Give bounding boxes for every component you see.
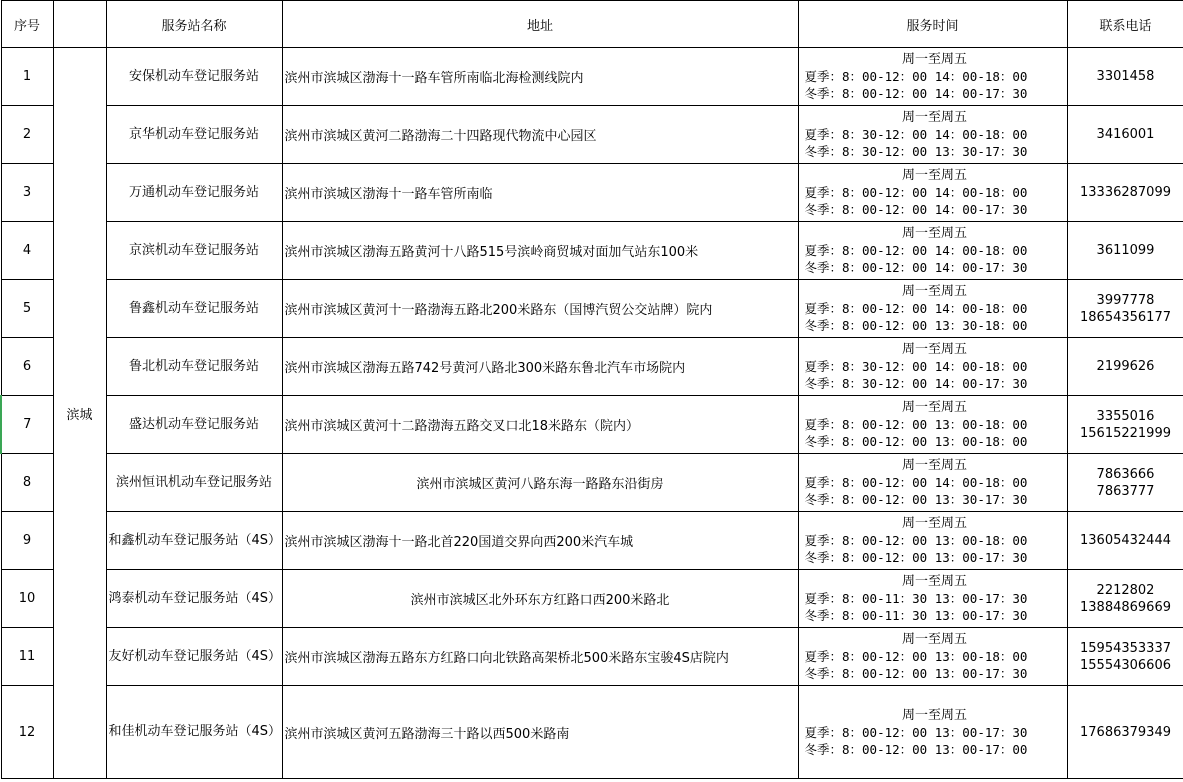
hours-summer: 夏季：8：00-12：00 14：00-18：00 xyxy=(804,69,1028,84)
cell-name[interactable]: 鸿泰机动车登记服务站（4S） xyxy=(106,570,282,628)
header-address[interactable]: 地址 xyxy=(282,1,798,48)
cell-address[interactable]: 滨州市滨城区黄河十一路渤海五路北200米路东（国博汽贸公交站牌）院内 xyxy=(282,280,798,338)
phone-2: 15554306606 xyxy=(1080,657,1171,673)
table-row xyxy=(1,396,1183,454)
cell-phone[interactable] xyxy=(1067,222,1183,280)
hours-summer: 夏季：8：00-12：00 14：00-18：00 xyxy=(804,243,1028,258)
hours-winter: 冬季：8：00-12：00 13：30-18：00 xyxy=(804,318,1028,333)
cell-no[interactable]: 5 xyxy=(1,280,53,338)
cell-name[interactable]: 滨州恒讯机动车登记服务站 xyxy=(106,454,282,512)
cell-name[interactable]: 和鑫机动车登记服务站（4S） xyxy=(106,512,282,570)
cell-hours[interactable] xyxy=(798,396,1067,454)
cell-no[interactable]: 2 xyxy=(1,106,53,164)
hours-summer: 夏季：8：30-12：00 14：00-18：00 xyxy=(804,359,1028,374)
hours-title: 周一至周五 xyxy=(901,110,967,125)
cell-no[interactable]: 1 xyxy=(1,48,53,106)
phone-1: 13605432444 xyxy=(1080,533,1171,548)
table-row xyxy=(1,164,1183,222)
hours-title: 周一至周五 xyxy=(901,574,967,589)
cell-hours[interactable] xyxy=(798,280,1067,338)
cell-address[interactable]: 滨州市滨城区渤海五路黄河十八路515号滨岭商贸城对面加气站东100米 xyxy=(282,222,798,280)
cell-name[interactable]: 盛达机动车登记服务站 xyxy=(106,396,282,454)
hours-title: 周一至周五 xyxy=(901,168,967,183)
cell-phone[interactable] xyxy=(1067,48,1183,106)
hours-summer: 夏季：8：30-12：00 14：00-18：00 xyxy=(804,127,1028,142)
phone-1: 3355016 xyxy=(1096,408,1155,424)
phone-2: 13884869669 xyxy=(1080,599,1171,615)
hours-summer: 夏季：8：00-12：00 13：00-18：00 xyxy=(804,417,1028,432)
table-row xyxy=(1,570,1183,628)
hours-title: 周一至周五 xyxy=(901,284,967,299)
table-row xyxy=(1,454,1183,512)
hours-title: 周一至周五 xyxy=(901,400,967,415)
table-row xyxy=(1,222,1183,280)
hours-summer: 夏季：8：00-12：00 13：00-17：30 xyxy=(804,724,1028,740)
cell-name[interactable]: 鲁北机动车登记服务站 xyxy=(106,338,282,396)
hours-winter: 冬季：8：00-12：00 14：00-17：30 xyxy=(804,202,1028,217)
table-row xyxy=(1,512,1183,570)
phone-1: 17686379349 xyxy=(1080,724,1171,740)
header-row xyxy=(1,1,1183,48)
cell-address[interactable]: 滨州市滨城区黄河五路渤海三十路以西500米路南 xyxy=(282,686,798,779)
hours-title: 周一至周五 xyxy=(901,458,967,473)
cell-address[interactable]: 滨州市滨城区渤海十一路北首220国道交界向西200米汽车城 xyxy=(282,512,798,570)
hours-summer: 夏季：8：00-12：00 14：00-18：00 xyxy=(804,301,1028,316)
cell-phone[interactable] xyxy=(1067,396,1183,454)
cell-no[interactable]: 12 xyxy=(1,686,53,779)
cell-address[interactable]: 滨州市滨城区渤海十一路车管所南临 xyxy=(282,164,798,222)
cell-no[interactable]: 7 xyxy=(1,396,53,454)
phone-1: 2212802 xyxy=(1096,582,1155,598)
phone-1: 3416001 xyxy=(1096,127,1155,142)
cell-name[interactable]: 安保机动车登记服务站 xyxy=(106,48,282,106)
cell-name[interactable]: 和佳机动车登记服务站（4S） xyxy=(106,686,282,779)
cell-no[interactable]: 8 xyxy=(1,454,53,512)
cell-phone[interactable] xyxy=(1067,454,1183,512)
cell-no[interactable]: 6 xyxy=(1,338,53,396)
phone-1: 3997778 xyxy=(1096,292,1155,308)
cell-phone[interactable] xyxy=(1067,570,1183,628)
cell-phone[interactable] xyxy=(1067,686,1183,779)
phone-1: 3301458 xyxy=(1096,69,1155,84)
hours-winter: 冬季：8：00-12：00 13：00-18：00 xyxy=(804,434,1028,449)
hours-winter: 冬季：8：30-12：00 14：00-17：30 xyxy=(804,376,1028,391)
hours-summer: 夏季：8：00-12：00 13：00-18：00 xyxy=(804,649,1028,664)
cell-address[interactable]: 滨州市滨城区黄河八路东海一路路东沿街房 xyxy=(282,454,798,512)
phone-1: 3611099 xyxy=(1096,243,1155,258)
cell-phone[interactable] xyxy=(1067,338,1183,396)
cell-hours[interactable] xyxy=(798,570,1067,628)
cell-address[interactable]: 滨州市滨城区黄河二路渤海二十四路现代物流中心园区 xyxy=(282,106,798,164)
cell-name[interactable]: 万通机动车登记服务站 xyxy=(106,164,282,222)
phone-1: 15954353337 xyxy=(1080,640,1171,656)
hours-title: 周一至周五 xyxy=(901,516,967,531)
hours-title: 周一至周五 xyxy=(901,342,967,357)
hours-winter: 冬季：8：30-12：00 13：30-17：30 xyxy=(804,144,1028,159)
cell-no[interactable]: 9 xyxy=(1,512,53,570)
hours-summer: 夏季：8：00-12：00 13：00-18：00 xyxy=(804,533,1028,548)
hours-title: 周一至周五 xyxy=(901,632,967,647)
table-row xyxy=(1,48,1183,106)
hours-title: 周一至周五 xyxy=(901,226,967,241)
cell-hours[interactable] xyxy=(798,454,1067,512)
hours-summer: 夏季：8：00-11：30 13：00-17：30 xyxy=(804,591,1028,606)
header-hours[interactable]: 服务时间 xyxy=(798,1,1067,48)
cell-name[interactable]: 京华机动车登记服务站 xyxy=(106,106,282,164)
cell-address[interactable]: 滨州市滨城区渤海十一路车管所南临北海检测线院内 xyxy=(282,48,798,106)
table-row xyxy=(1,280,1183,338)
cell-phone[interactable] xyxy=(1067,512,1183,570)
cell-hours[interactable] xyxy=(798,686,1067,779)
phone-2: 18654356177 xyxy=(1080,309,1171,325)
cell-address[interactable]: 滨州市滨城区北外环东方红路口西200米路北 xyxy=(282,570,798,628)
hours-summer: 夏季：8：00-12：00 14：00-18：00 xyxy=(804,185,1028,200)
cell-hours[interactable] xyxy=(798,222,1067,280)
phone-2: 15615221999 xyxy=(1080,425,1171,441)
header-phone[interactable]: 联系电话 xyxy=(1067,1,1183,48)
hours-winter: 冬季：8：00-12：00 13：30-17：30 xyxy=(804,492,1028,507)
table-row xyxy=(1,338,1183,396)
cell-hours[interactable] xyxy=(798,628,1067,686)
hours-winter: 冬季：8：00-11：30 13：00-17：30 xyxy=(804,608,1028,623)
cell-name[interactable]: 鲁鑫机动车登记服务站 xyxy=(106,280,282,338)
cell-no[interactable]: 10 xyxy=(1,570,53,628)
phone-1: 7863666 xyxy=(1096,466,1155,482)
hours-summer: 夏季：8：00-12：00 14：00-18：00 xyxy=(804,475,1028,490)
cell-name[interactable]: 京滨机动车登记服务站 xyxy=(106,222,282,280)
cell-no[interactable]: 3 xyxy=(1,164,53,222)
hours-winter: 冬季：8：00-12：00 13：00-17：30 xyxy=(804,550,1028,565)
cell-address[interactable]: 滨州市滨城区黄河十二路渤海五路交叉口北18米路东（院内） xyxy=(282,396,798,454)
phone-1: 13336287099 xyxy=(1080,185,1171,200)
phone-2: 7863777 xyxy=(1096,483,1155,499)
cell-address[interactable]: 滨州市滨城区渤海五路742号黄河八路北300米路东鲁北汽车市场院内 xyxy=(282,338,798,396)
hours-title: 周一至周五 xyxy=(901,707,967,723)
header-no[interactable]: 序号 xyxy=(1,1,53,48)
hours-winter: 冬季：8：00-12：00 14：00-17：30 xyxy=(804,86,1028,101)
phone-1: 2199626 xyxy=(1096,359,1155,374)
cell-no[interactable]: 4 xyxy=(1,222,53,280)
cell-hours[interactable] xyxy=(798,106,1067,164)
cell-hours[interactable] xyxy=(798,338,1067,396)
cell-hours[interactable] xyxy=(798,164,1067,222)
cell-phone[interactable] xyxy=(1067,164,1183,222)
header-city[interactable] xyxy=(53,1,106,48)
header-name[interactable]: 服务站名称 xyxy=(106,1,282,48)
table-row xyxy=(1,106,1183,164)
cell-city[interactable]: 滨城 xyxy=(53,48,106,779)
cell-hours[interactable] xyxy=(798,512,1067,570)
table-row xyxy=(1,628,1183,686)
cell-phone[interactable] xyxy=(1067,106,1183,164)
cell-phone[interactable] xyxy=(1067,628,1183,686)
hours-winter: 冬季：8：00-12：00 13：00-17：00 xyxy=(804,741,1028,757)
cell-address[interactable]: 滨州市滨城区渤海五路东方红路口向北铁路高架桥北500米路东宝骏4S店院内 xyxy=(282,628,798,686)
cell-hours[interactable] xyxy=(798,48,1067,106)
hours-winter: 冬季：8：00-12：00 14：00-17：30 xyxy=(804,260,1028,275)
hours-winter: 冬季：8：00-12：00 13：00-17：30 xyxy=(804,666,1028,681)
cell-phone[interactable] xyxy=(1067,280,1183,338)
cell-name[interactable]: 友好机动车登记服务站（4S） xyxy=(106,628,282,686)
hours-title: 周一至周五 xyxy=(901,52,967,67)
table-row xyxy=(1,686,1183,779)
cell-no[interactable]: 11 xyxy=(1,628,53,686)
